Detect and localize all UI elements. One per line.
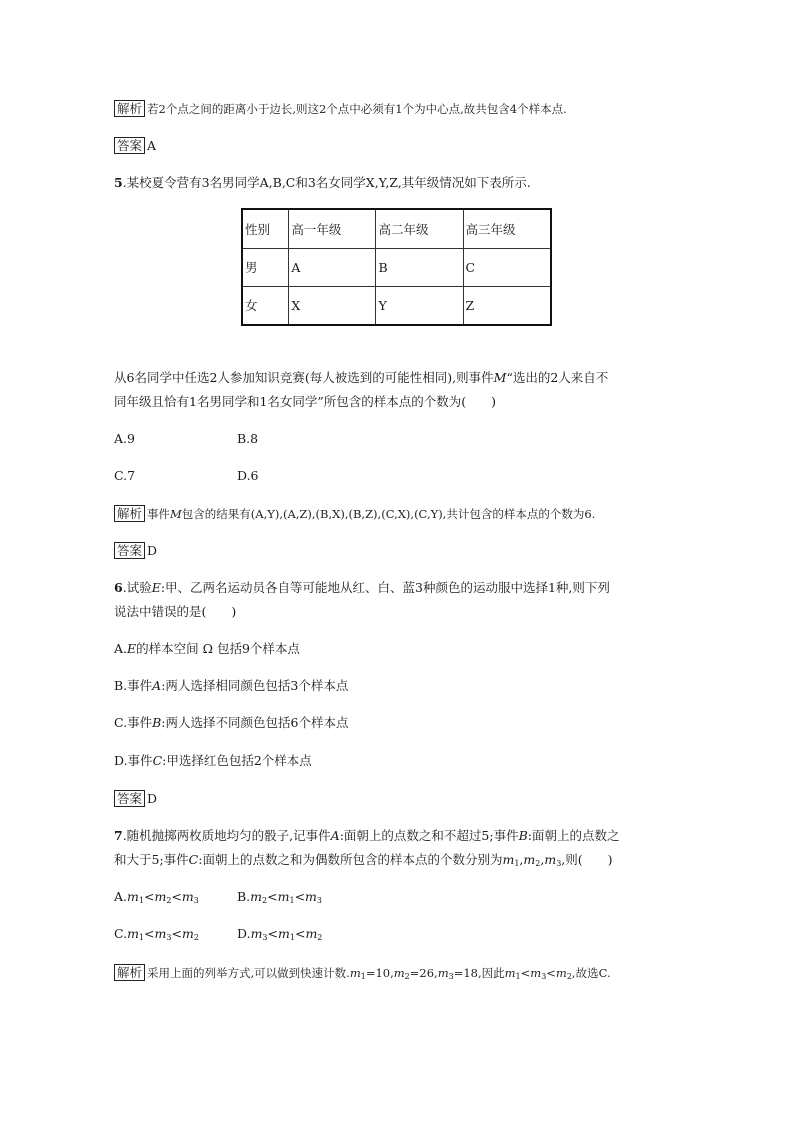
q5-stem-line1 (114, 370, 608, 386)
table-header-cell: 高二年级 (376, 209, 463, 248)
math-var: m (393, 966, 405, 980)
q7-analysis-text: ,故选C. (571, 966, 611, 980)
subscript: 2 (404, 972, 410, 981)
math-var: m (278, 926, 290, 941)
option-label: C. (114, 926, 128, 941)
math-var: m (544, 852, 557, 867)
option-text: :甲选择红色包括2个样本点 (162, 753, 312, 768)
subscript: 1 (360, 972, 366, 981)
math-var: m (437, 966, 449, 980)
subscript: 2 (262, 896, 268, 905)
math-var: m (305, 889, 317, 904)
subscript: 3 (556, 859, 562, 868)
table-cell: C (463, 248, 551, 286)
event-var: C (188, 852, 199, 867)
subscript: 3 (193, 896, 199, 905)
answer-tag: 答案 (114, 790, 145, 807)
q5-number: 5 (114, 175, 123, 190)
table-row (242, 248, 551, 286)
option-text: :两人选择不同颜色包括6个样本点 (161, 715, 349, 730)
q7-stem-text: .随机抛掷两枚质地均匀的骰子,记事件 (122, 828, 331, 843)
grade-table (241, 208, 552, 326)
q7-analysis-text: 采用上面的列举方式,可以做到快速计数. (147, 966, 350, 980)
q6-answer-line (114, 790, 157, 807)
q7-stem-line1 (114, 828, 619, 844)
less-than: < (171, 889, 182, 904)
event-var: B (152, 715, 162, 730)
q7-stem-text: 和大于5;事件 (114, 852, 189, 867)
subscript: 1 (289, 896, 295, 905)
subscript: 3 (541, 972, 547, 981)
math-var: m (504, 966, 516, 980)
q6-stem-line1 (114, 580, 610, 596)
table-row (242, 286, 551, 325)
math-var: m (181, 926, 194, 941)
subscript: 3 (448, 972, 454, 981)
q6-stem-text: 说法中错误的是( ) (114, 604, 237, 619)
math-var: m (154, 889, 167, 904)
q5-option-a: A.9 (114, 431, 135, 446)
event-var: M (170, 507, 182, 521)
q5-answer-line (114, 542, 157, 559)
math-var: m (277, 889, 290, 904)
math-var: m (523, 852, 536, 867)
q7-analysis-line (114, 964, 611, 981)
q6-option-b (114, 678, 348, 694)
math-var: m (530, 966, 542, 980)
q6-option-a (114, 641, 300, 657)
q5-stem-text: 从6名同学中任选2人参加知识竞赛(每人被选到的可能性相同),则事件 (114, 370, 494, 385)
table-cell: A (289, 248, 376, 286)
table-row (242, 209, 551, 248)
analysis-tag: 解析 (114, 100, 145, 117)
subscript: 1 (515, 972, 521, 981)
event-var: A (152, 678, 162, 693)
q4-analysis-text: 若2个点之间的距离小于边长,则这2个点中必须有1个为中心点,故共包含4个样本点. (147, 102, 567, 116)
option-label: C.事件 (114, 715, 153, 730)
subscript: 2 (193, 933, 199, 942)
event-var: M (493, 370, 507, 385)
less-than: < (267, 926, 278, 941)
q6-option-d (114, 753, 312, 769)
q6-answer-value: D (147, 791, 158, 806)
event-var: A (330, 828, 340, 843)
separator: , (519, 852, 524, 867)
q5-analysis-text: 包含的结果有(A,Y),(A,Z),(B,X),(B,Z),(C,X),(C,Y),共计包含的样本点的个数为6. (181, 507, 596, 521)
q5-option-b: B.8 (237, 431, 259, 446)
event-var: B (518, 828, 528, 843)
q7-number: 7 (114, 828, 123, 843)
table-cell: Z (463, 286, 551, 325)
subscript: 2 (535, 859, 541, 868)
analysis-tag: 解析 (114, 505, 145, 522)
math-var: m (555, 966, 567, 980)
option-label: B. (237, 889, 251, 904)
separator: , (540, 852, 545, 867)
analysis-tag: 解析 (114, 964, 145, 981)
option-text: :两人选择相同颜色包括3个样本点 (161, 678, 349, 693)
q5-option-c: C.7 (114, 468, 136, 483)
option-label: D. (237, 926, 251, 941)
subscript: 3 (166, 933, 172, 942)
subscript: 1 (138, 896, 144, 905)
q4-answer-value: A (147, 138, 157, 153)
less-than: < (520, 966, 531, 980)
table-cell: X (289, 286, 376, 325)
option-label: B.事件 (114, 678, 153, 693)
math-var: m (154, 926, 167, 941)
math-var: m (305, 926, 318, 941)
option-label: A. (114, 889, 128, 904)
option-label: D.事件 (114, 753, 153, 768)
event-var: C (152, 753, 163, 768)
table-cell: B (376, 248, 463, 286)
less-than: < (546, 966, 556, 980)
less-than: < (171, 926, 182, 941)
q7-option-c (114, 926, 199, 942)
subscript: 2 (166, 896, 172, 905)
q4-answer-line (114, 137, 156, 154)
q5-analysis-text: 事件 (147, 507, 171, 521)
subscript: 3 (262, 933, 268, 942)
subscript: 3 (316, 896, 322, 905)
subscript: 1 (138, 933, 145, 942)
answer-tag: 答案 (114, 542, 145, 559)
math-var: m (127, 926, 139, 941)
q5-stem-text: “选出的2人来自不 (506, 370, 609, 385)
q7-stem-text: :面朝上的点数之 (527, 828, 620, 843)
q6-option-c (114, 715, 348, 731)
q5-intro (114, 175, 531, 191)
math-var: m (502, 852, 515, 867)
q7-stem-text: :面朝上的点数之和不超过5;事件 (339, 828, 519, 843)
less-than: < (267, 889, 278, 904)
q6-stem-text: :甲、乙两名运动员各自等可能地从红、白、蓝3种颜色的运动服中选择1种,则下列 (160, 580, 610, 595)
q7-analysis-text: =18,因此 (453, 966, 505, 980)
table-header-cell: 高一年级 (289, 209, 376, 248)
subscript: 2 (566, 972, 572, 981)
math-var: m (250, 926, 263, 941)
event-var: E (127, 641, 137, 656)
q6-number: 6 (114, 580, 123, 595)
answer-tag: 答案 (114, 137, 145, 154)
less-than: < (144, 926, 155, 941)
q7-stem-text: ,则( ) (561, 852, 613, 867)
less-than: < (294, 926, 306, 941)
table-cell: 女 (242, 286, 289, 325)
math-var: m (250, 889, 263, 904)
math-var: m (181, 889, 194, 904)
table-cell: 男 (242, 248, 289, 286)
q5-stem-line2 (114, 394, 496, 410)
option-text: 的样本空间 Ω 包括9个样本点 (136, 641, 300, 656)
subscript: 1 (289, 933, 295, 942)
option-label: A. (114, 641, 128, 656)
q5-option-d: D.6 (237, 468, 259, 483)
q7-analysis-text: =26, (409, 966, 438, 980)
table-cell: Y (376, 286, 463, 325)
q5-analysis-line (114, 505, 595, 522)
q6-stem-text: .试验 (122, 580, 152, 595)
q7-option-d (237, 926, 322, 942)
q6-stem-line2 (114, 604, 236, 620)
less-than: < (143, 889, 155, 904)
q7-option-b (237, 889, 322, 905)
subscript: 2 (317, 933, 323, 942)
table-header-cell: 高三年级 (463, 209, 551, 248)
less-than: < (294, 889, 306, 904)
q5-intro-text: .某校夏令营有3名男同学A,B,C和3名女同学X,Y,Z,其年级情况如下表所示. (122, 175, 531, 190)
q5-stem-text: 同年级且恰有1名男同学和1名女同学”所包含的样本点的个数为( ) (114, 394, 497, 409)
math-var: m (127, 889, 139, 904)
q7-stem-text: :面朝上的点数之和为偶数所包含的样本点的个数分别为 (198, 852, 503, 867)
q4-analysis-line (114, 100, 567, 117)
q5-answer-value: D (147, 543, 158, 558)
math-var: m (349, 966, 361, 980)
q7-analysis-text: =10, (365, 966, 394, 980)
table-header-cell: 性别 (242, 209, 289, 248)
q7-stem-line2 (114, 852, 613, 868)
event-var: E (151, 580, 161, 595)
q7-option-a (114, 889, 199, 905)
subscript: 1 (514, 859, 520, 868)
